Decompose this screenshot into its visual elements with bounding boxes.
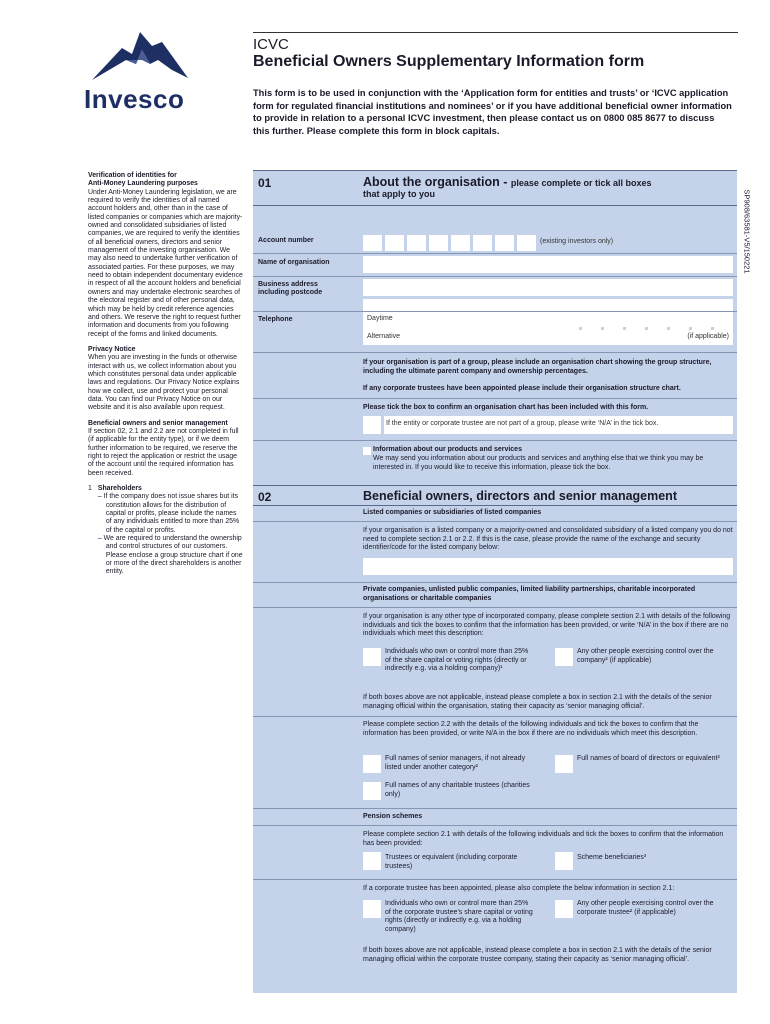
individuals-25-checkbox[interactable] <box>363 648 381 666</box>
private-heading: Private companies, unlisted public companies, limited liability partnerships, charitable incorporated organisations or charitable companies <box>363 586 696 602</box>
both-na-note-2: If both boxes above are not applicable, instead please complete a box in section 2.1 with the details of the senior managing official within the corporate trustee company, stating their capacity as ‘senior managing official’. <box>363 947 712 963</box>
pension-trustees-checkbox[interactable] <box>363 852 381 870</box>
exchange-identifier-input[interactable] <box>363 558 733 575</box>
beneficial-body: If section 02, 2.1 and 2.2 are not completed in full (if applicable for the entity type), or if we deem further information to be required, we reserve the right to reject the application or restrict the usage of the account until the required information has been received. <box>88 427 239 477</box>
telephone-label: Telephone <box>258 316 293 323</box>
board-directors-label: Full names of board of directors or equivalent² <box>577 755 720 762</box>
if-applicable-hint: (if applicable) <box>687 333 729 340</box>
section-title-line2: that apply to you <box>363 189 435 199</box>
divider <box>253 879 737 880</box>
trustees-note: If any corporate trustees have been appointed please include their organisation structure chart. <box>363 385 681 392</box>
footnote-number: 1 <box>88 485 92 493</box>
section-02-panel <box>253 485 737 993</box>
corporate-trustee-note: If a corporate trustee has been appointed, please also complete the below information in section 2.1: <box>363 885 675 892</box>
form-type: ICVC <box>253 36 289 53</box>
telephone-daytime-input[interactable] <box>363 312 733 327</box>
ct-individuals-checkbox[interactable] <box>363 900 381 918</box>
footnote-item: – We are required to understand the ownership and control structures of our customers. Please enclose a group structure chart if one or more of the direct shareholders is another entity. <box>97 535 243 576</box>
privacy-heading: Privacy Notice <box>88 345 136 353</box>
ct-individuals-label: Individuals who own or control more than 25% of the corporate trustee’s share capital or voting rights (directly or indirectly e.g. via a holding company) <box>385 900 533 933</box>
account-digit-box[interactable] <box>451 235 470 251</box>
listed-body: If your organisation is a listed company or a majority-owned and consolidated subsidiary of a listed company you do not need to complete section 2.1 or 2.2. If this is the case, please provide the name of the exchange and security identifier/code for the listed company below: <box>363 527 733 552</box>
info-heading: Information about our products and services <box>373 446 522 453</box>
account-digit-box[interactable] <box>429 235 448 251</box>
other-control-label: Any other people exercising control over the company² (if applicable) <box>577 648 714 664</box>
ct-other-control-label: Any other people exercising control over the corporate trustee² (if applicable) <box>577 900 714 916</box>
mountain-logo-icon <box>92 30 188 82</box>
verification-heading-2: Anti-Money Laundering purposes <box>88 180 198 188</box>
brand-wordmark: Invesco <box>84 84 185 114</box>
ct-other-control-checkbox[interactable] <box>555 900 573 918</box>
divider <box>253 808 737 809</box>
other-control-checkbox[interactable] <box>555 648 573 666</box>
divider <box>253 352 737 353</box>
charitable-trustees-label: Full names of any charitable trustees (charities only) <box>385 782 530 798</box>
account-digit-box[interactable] <box>407 235 426 251</box>
divider <box>253 716 737 717</box>
pension-body: Please complete section 2.1 with details of the following individuals and tick the boxes to confirm that the information has been provided: <box>363 831 724 847</box>
sidebar-notes <box>88 172 244 577</box>
intro-text: This form is to be used in conjunction with the ‘Application form for entities and trusts’ or ‘ICVC application form for regulated financial institutions and nominees’ or if you have additional beneficial owner information to provide in relation to a personal ICVC investment, then please contact us on 0800 085 8677 to discuss this further. Please complete this form in block capitals. <box>253 88 732 136</box>
footnote <box>88 485 244 577</box>
beneficiaries-checkbox[interactable] <box>555 852 573 870</box>
org-chart-checkbox[interactable] <box>363 416 381 434</box>
account-digit-box[interactable] <box>473 235 492 251</box>
footnote-item: – If the company does not issue shares but its constitution allows for the distribution of capital or profits, please include the names of any individuals entitled to more than 25% of the capital or profits. <box>97 493 240 534</box>
info-body: We may send you information about our products and services and anything else that we think you may be interested in. If you would like to receive this information, please tick the box. <box>373 455 704 471</box>
section-02-header <box>253 485 737 506</box>
divider <box>253 825 737 826</box>
section-01-header <box>253 170 737 206</box>
beneficiaries-label: Scheme beneficiaries³ <box>577 854 647 861</box>
daytime-placeholder: Daytime <box>367 315 393 322</box>
listed-heading: Listed companies or subsidiaries of listed companies <box>363 509 542 516</box>
both-na-note: If both boxes above are not applicable, instead please complete a box in section 2.1 with the details of the senior managing official within the organisation, stating their capacity as ‘senior managing official’. <box>363 694 712 710</box>
divider <box>253 521 737 522</box>
divider <box>253 253 737 254</box>
board-directors-checkbox[interactable] <box>555 755 573 773</box>
tick-note: Please tick the box to confirm an organisation chart has been included with this form. <box>363 404 649 411</box>
header-rule <box>253 32 738 33</box>
marketing-opt-in-checkbox[interactable] <box>363 447 371 455</box>
address-line-1[interactable] <box>363 279 733 296</box>
divider <box>253 398 737 399</box>
section-number: 01 <box>258 176 272 190</box>
section-01-panel <box>253 170 737 488</box>
divider <box>253 582 737 583</box>
pension-trustees-label: Trustees or equivalent (including corporate trustees) <box>385 854 518 870</box>
org-name-input[interactable] <box>363 256 733 273</box>
section-title: Beneficial owners, directors and senior management <box>363 489 677 503</box>
invesco-logo <box>84 30 194 114</box>
divider <box>253 607 737 608</box>
complete-22-note: Please complete section 2.2 with the details of the following individuals and tick the boxes to confirm that the information has been provided, or write N/A in the box if there are no individuals which meet this description. <box>363 721 699 737</box>
account-number-label: Account number <box>258 237 314 244</box>
divider <box>253 276 737 277</box>
page-title: Beneficial Owners Supplementary Information form <box>253 53 645 70</box>
account-digit-box[interactable] <box>363 235 382 251</box>
org-chart-tick-box <box>384 416 733 434</box>
individuals-25-label: Individuals who own or control more than 25% of the share capital or voting rights (directly or indirectly e.g. via a holding company)¹ <box>385 648 529 673</box>
org-name-label: Name of organisation <box>258 259 330 266</box>
account-digit-box[interactable] <box>385 235 404 251</box>
section-title: About the organisation - please complete or tick all boxes <box>363 175 652 189</box>
divider <box>253 440 737 441</box>
alternative-placeholder: Alternative <box>367 333 401 340</box>
verification-body: Under Anti-Money Laundering legislation, we are required to verify the identities of all named account holders and, other than in the case of listed companies or companies which are majority-owned and consolidated subsidiaries of listed companies, we are required to verify the identities of all beneficial owners, directors and senior management of the investing organisation. We may also need to undertake further verification of associated parties. For these purposes, we may need to obtain independent documentary evidence in respect of all the account holders and beneficial owners and may undertake electronic searches of the electoral register and of other personal data, which may be held by credit reference agencies and others. We reserve the right to request further information and documents from you following receipt of the forms and linked documents. <box>88 188 243 338</box>
privacy-body: When you are investing in the funds or otherwise interact with us, we collect information about you which constitutes personal data under applicable laws and regulations. Our Privacy Notice explains how we collect, use and protect your personal data. You can find our Privacy Notice on our website and it is also available upon request. <box>88 354 240 412</box>
not-group-note: If the entity or corporate trustee are not part of a group, please write ‘N/A’ in the tick box. <box>386 420 659 427</box>
senior-managers-checkbox[interactable] <box>363 755 381 773</box>
telephone-alternative-input[interactable] <box>363 330 733 345</box>
private-body: If your organisation is any other type of incorporated company, please complete section 2.1 with details of the following individuals and tick the boxes to confirm that the information has been provided, or write ‘N/A’ in the box if there are no individuals which meet this description: <box>363 613 731 638</box>
beneficial-heading: Beneficial owners and senior management <box>88 419 228 427</box>
pension-heading: Pension schemes <box>363 813 423 820</box>
verification-heading: Verification of identities for <box>88 172 177 179</box>
senior-managers-label: Full names of senior managers, if not already listed under another category² <box>385 755 526 771</box>
group-note: If your organisation is part of a group, please include an organisation chart showing the group structure, including the ultimate parent company and ownership percentages. <box>363 359 712 375</box>
charitable-trustees-checkbox[interactable] <box>363 782 381 800</box>
address-label: Business address including postcode <box>258 281 323 297</box>
account-number-hint: (existing investors only) <box>540 238 614 245</box>
section-number: 02 <box>258 490 272 504</box>
account-digit-box[interactable] <box>517 235 536 251</box>
footnote-heading: Shareholders <box>97 485 142 493</box>
account-digit-box[interactable] <box>495 235 514 251</box>
document-code: SP908/63581-V5/150221 <box>742 189 752 274</box>
